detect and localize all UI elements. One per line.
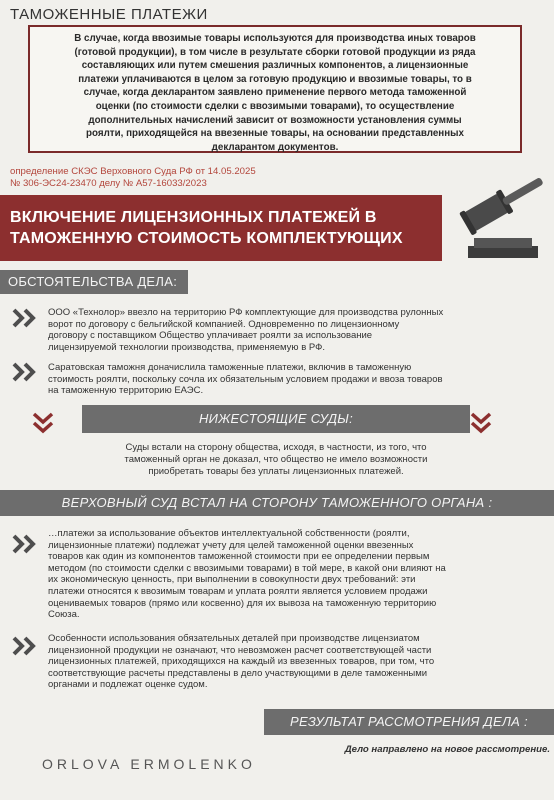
page-title: ТАМОЖЕННЫЕ ПЛАТЕЖИ <box>10 6 208 23</box>
quote-line: дополнительных начислений зависит от возможности установления суммы <box>88 114 462 126</box>
paragraph-line: Союза. <box>48 609 80 621</box>
paragraph-line: лицензионной продукции не означают, что невозможен расчет соответствующей части <box>48 644 432 656</box>
paragraph-line: Особенности использования обязательных деталей при производстве лицензиатом <box>48 633 420 644</box>
section-result-title: РЕЗУЛЬТАТ РАССМОТРЕНИЯ ДЕЛА : <box>264 709 554 735</box>
gavel-icon <box>450 168 550 268</box>
paragraph-line: Саратовская таможня доначислила таможенные платежи, включив в таможенную <box>48 362 412 373</box>
paragraph-line: лицензируемой технологии производства, применяемую в РФ. <box>48 341 325 353</box>
paragraph-line: лицензионных платежей, приходящихся на каждый из ввезенных товаров, при том, что <box>48 656 435 668</box>
reference-line: № 306-ЭС24-23470 делу № А57-16033/2023 <box>10 178 207 189</box>
paragraph-line: лицензионные платежи) подлежат учету для целей таможенной оценки ввезенных <box>48 539 414 551</box>
paragraph-line: ООО «Технолор» ввезло на территорию РФ комплектующие для производства рулонных <box>48 307 444 318</box>
section-lower-courts-title: НИЖЕСТОЯЩИЕ СУДЫ: <box>82 405 470 433</box>
quote-line: (готовой продукции), в том числе в результате сборки готовой продукции из ряда <box>74 46 476 58</box>
double-chevron-down-icon <box>470 412 492 436</box>
section-circumstances-title: ОБСТОЯТЕЛЬСТВА ДЕЛА: <box>0 270 188 294</box>
quote-box <box>28 25 522 153</box>
case-reference <box>10 166 256 190</box>
paragraph-line: Суды встали на сторону общества, исходя, в частности, из того, что <box>125 442 427 453</box>
paragraph-line: ворот по договору с бельгийской компанией. Одновременно по лицензионному <box>48 318 400 330</box>
supreme-court-item <box>48 633 548 691</box>
paragraph-line: на таможенную территорию ЕАЭС. <box>48 385 204 397</box>
result-text: Дело направлено на новое рассмотрение. <box>344 744 550 755</box>
quote-line: декларантом документов. <box>211 141 339 153</box>
headline-line: ТАМОЖЕННУЮ СТОИМОСТЬ КОМПЛЕКТУЮЩИХ <box>10 230 403 247</box>
supreme-court-item <box>48 528 548 621</box>
paragraph-line: …платежи за использование объектов интеллектуальной собственности (роялти, <box>48 528 410 539</box>
headline-banner <box>0 195 442 261</box>
paragraph-line: договору с поставщиком Общество уплачивает роялти за использование <box>48 330 373 342</box>
paragraph-line: соответствующие расчеты представлены в дело участвующими в деле таможенными <box>48 667 428 679</box>
headline-line: ВКЛЮЧЕНИЕ ЛИЦЕНЗИОННЫХ ПЛАТЕЖЕЙ В <box>10 209 377 226</box>
double-chevron-right-icon <box>12 308 38 328</box>
paragraph-line: таможенный орган не доказал, что общество не имело возможности <box>124 454 428 465</box>
quote-line: роялти, приходящейся на ввезенные товары, на основании представленных <box>86 128 464 140</box>
double-chevron-right-icon <box>12 362 38 382</box>
paragraph-line: методом (по стоимости сделки с ввозимыми товарами) в той мере, в какой они влияют на <box>48 562 446 574</box>
reference-line: определение СКЭС Верховного Суда РФ от 14.05.2025 <box>10 166 256 177</box>
paragraph-line: стоимость роялти, поскольку сочла их обязательным условием продажи и ввоза товаров <box>48 373 443 385</box>
quote-line: составляющих или путем смешения различных компонентов, а лицензионные <box>81 60 469 72</box>
double-chevron-down-icon <box>32 412 54 436</box>
quote-line: случае, когда декларантом заявлено применение первого метода таможенной <box>83 87 467 99</box>
paragraph-line: платежи относятся к ввозимым товарам и уплата роялти является условием продажи <box>48 585 428 597</box>
paragraph-line: органами и подлежат оценке судом. <box>48 679 208 691</box>
quote-line: платежи уплачиваются в целом за готовую продукцию и ввозимые товары, то в <box>78 73 472 85</box>
firm-logo: ORLOVA ERMOLENKO <box>42 756 256 772</box>
circumstance-item <box>48 307 548 353</box>
double-chevron-right-icon <box>12 636 38 656</box>
section-supreme-court-title: ВЕРХОВНЫЙ СУД ВСТАЛ НА СТОРОНУ ТАМОЖЕННОГО ОРГАНА : <box>0 490 554 516</box>
paragraph-line: их экономическую ценность, при выполнении в совокупности двух требований: эти <box>48 574 416 586</box>
quote-line: В случае, когда ввозимые товары используются для производства иных товаров <box>74 33 476 44</box>
paragraph-line: товаров как один из компонентов таможенной стоимости при ее определении первым <box>48 551 430 563</box>
paragraph-line: приобретать товары без уплаты лицензионных платежей. <box>148 466 404 477</box>
lower-courts-text <box>80 442 472 478</box>
quote-line: оценки (по стоимости сделки с ввозимыми товарами), то осуществление <box>95 100 455 112</box>
double-chevron-right-icon <box>12 534 38 554</box>
circumstance-item <box>48 362 548 397</box>
paragraph-line: оцениваемых товаров (прямо или косвенно) для их вывоза на таможенную территорию <box>48 597 437 609</box>
